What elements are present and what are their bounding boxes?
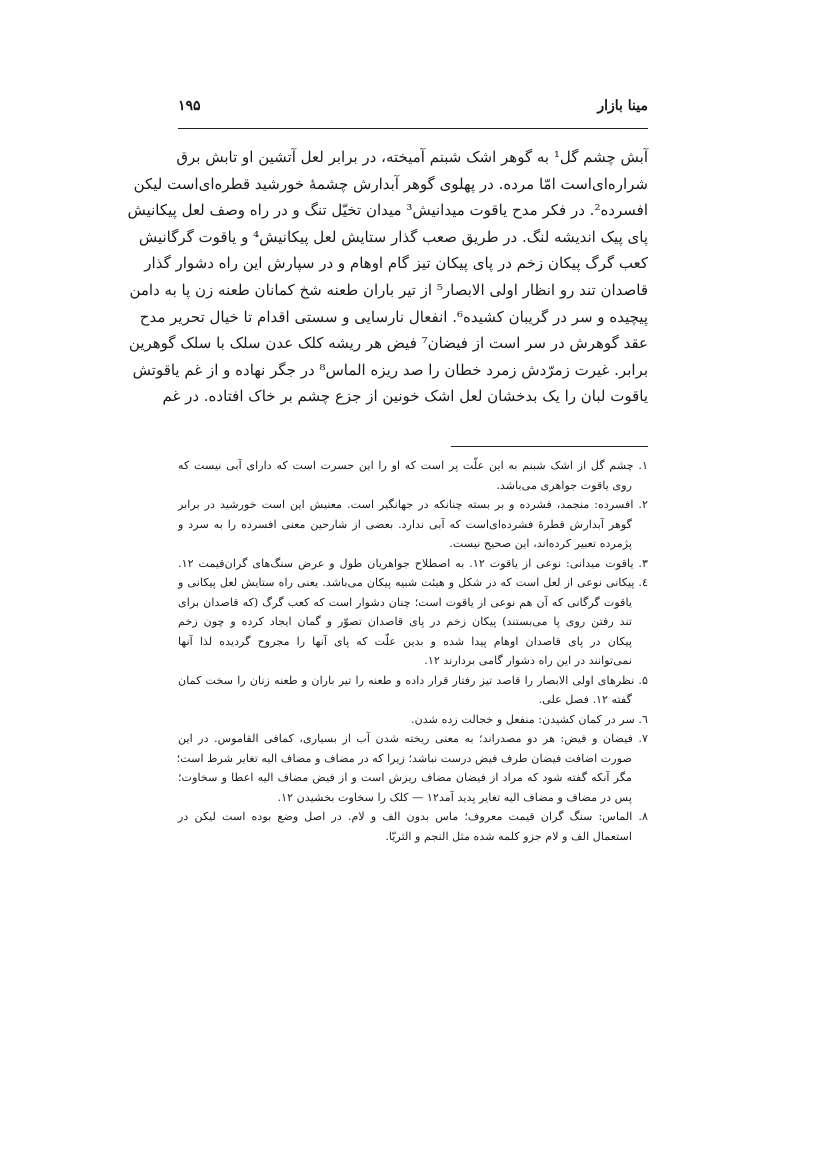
body-line: آبش چشم گل¹ به گوهر اشک شبنم آمیخته، در برابر لعل آتشین او تابش برق — [176, 148, 648, 166]
body-line: یاقوت لبان را یک بدخشان لعل اشک خونین از جزع چشم بر خاک افتاده. در غم — [162, 387, 648, 406]
footnote-line: ٦. سر در کمان کشیدن: منفعل و خجالت زده شدن. — [411, 712, 648, 726]
footnote-line: پیکان در پای قاصدان اوهام پیدا شده و بدین علّت که پای آنها را مجروح گردیده لذا آنها — [178, 634, 632, 648]
footnote-line: ٤. پیکانی نوعی از لعل است که در شکل و هیئت شبیه پیکان می‌باشد. یعنی راه ستایش لعل پیکانی و — [178, 576, 648, 589]
footnote-line: صورت اضافت فیضان طرف فیض درست نباشد؛ زیرا که در مضاف و مضاف الیه تغایر شرط است؛ — [176, 751, 632, 765]
footnote-line: ۳. یاقوت میدانی: نوعی از یاقوت ۱۲. به اصطلاح جواهریان طول و عرض سنگ‌های گران‌قیمت ۱۲. — [178, 556, 649, 570]
footnote-line: گفته ۱۲. فصل علی. — [538, 693, 632, 706]
footnotes — [178, 456, 648, 846]
footnote-line: تند رفتن روی پا می‌بستند) پیکان زخم در پای قاصدان تصوّر و گمان ایجاد کرده و چون زخم — [178, 615, 632, 628]
body-line: کعب گرگ پیکان زخم در پای پیکان تیز گام اوهام و در سپارش این راه دشوار گذار — [144, 254, 648, 273]
footnote-line: ۱. چشم گل از اشک شبنم به این علّت پر است که او را این حسرت است که دارای آبی نیست که — [178, 459, 648, 472]
footnote-line: ۵. نظرهای اولی الابصار را قاصد تیز رفتار قرار داده و طعنه را تیر باران و طعنه زنان را سخت کمان — [178, 673, 648, 687]
body-line: قاصدان تند رو انظار اولی الابصار⁵ از تیر باران طعنه شخ کمانان طعنه زن پا به دامن — [129, 280, 648, 299]
body-line: پیچیده و سر در گریبان کشیده⁶. انفعال نارسایی و سستی اقدام تا خیال تحریر مدح — [139, 307, 648, 326]
footnote-line: مگر آنکه گفته شود که مراد از فیضان مضاف ریزش است و از فیض مضاف الیه اعطا و سخاوت؛ — [178, 771, 632, 784]
body-line: افسرده². در فکر مدح یاقوت میدانیش³ میدان تخیّل تنگ و در راه وصف لعل پیکانیش — [127, 201, 648, 220]
footnote-line: ۸. الماس: سنگ گران قیمت معروف؛ ماس بدون الف و لام. در اصل وضع بوده است لیکن در — [178, 810, 648, 823]
footnote-line: پس در مضاف و مضاف الیه تغایر پدید آمد۱۲ — کلک را سخاوت بخشیدن ۱۲. — [277, 790, 632, 804]
body-line: شراره‌ای‌است امّا مرده. در پهلوی گوهر آبدارش چشمۀ خورشید قطره‌ای‌است لیکن — [133, 174, 648, 193]
page-header — [178, 98, 648, 122]
header-rule — [178, 128, 648, 129]
footnote-line: ۷. فیضان و فیض: هر دو مصدراند؛ به معنی ریخته شدن آب از بسیاری، کمافی القاموس. در این — [178, 732, 648, 745]
body-line: برابر. غیرت زمرّدش زمرد خطان را صد ریزه الماس⁸ در جگر نهاده و از غم یاقوتش — [132, 360, 648, 379]
body-line: پای پیک اندیشه لنگ. در طریق صعب گذار ستایش لعل پیکانیش⁴ و یاقوت گرگانیش — [138, 227, 648, 246]
page-number: ۱۹۵ — [178, 98, 201, 114]
footnote-line: پژمرده تعبیر کرده‌اند، این صحیح نیست. — [449, 537, 632, 550]
running-title: مینا بازار — [597, 98, 648, 114]
footnote-line: نمی‌توانند در این راه دشوار گامی بردارند ۱۲. — [424, 654, 632, 667]
body-line: عقد گوهرش در سر است از فیضان⁷ فیض هر ریشه کلک عدن سلک با سلک گوهرین — [128, 334, 648, 353]
body-text — [127, 144, 648, 410]
footnote-rule — [451, 446, 648, 447]
footnote-line: استعمال الف و لام جزو کلمه شده مثل النجم و الثریّا. — [385, 829, 632, 843]
footnote-line: روی یاقوت جواهری می‌باشد. — [496, 478, 632, 492]
footnote-line: یاقوت گرگانی که آن هم نوعی از یاقوت است؛ چنان دشوار است که کعب گرگ (که قاصدان برای — [178, 595, 632, 609]
footnote-line: ۲. افسرده: منجمد، فشرده و بر بسته چنانکه در جهانگیر است. معنیش این است خورشید در برابر — [178, 498, 648, 511]
footnote-line: گوهر آبدارش قطرۀ فشرده‌ای‌است که آبی ندارد. بعضی از شارحین معنی افسرده را به سرد و — [178, 517, 632, 531]
